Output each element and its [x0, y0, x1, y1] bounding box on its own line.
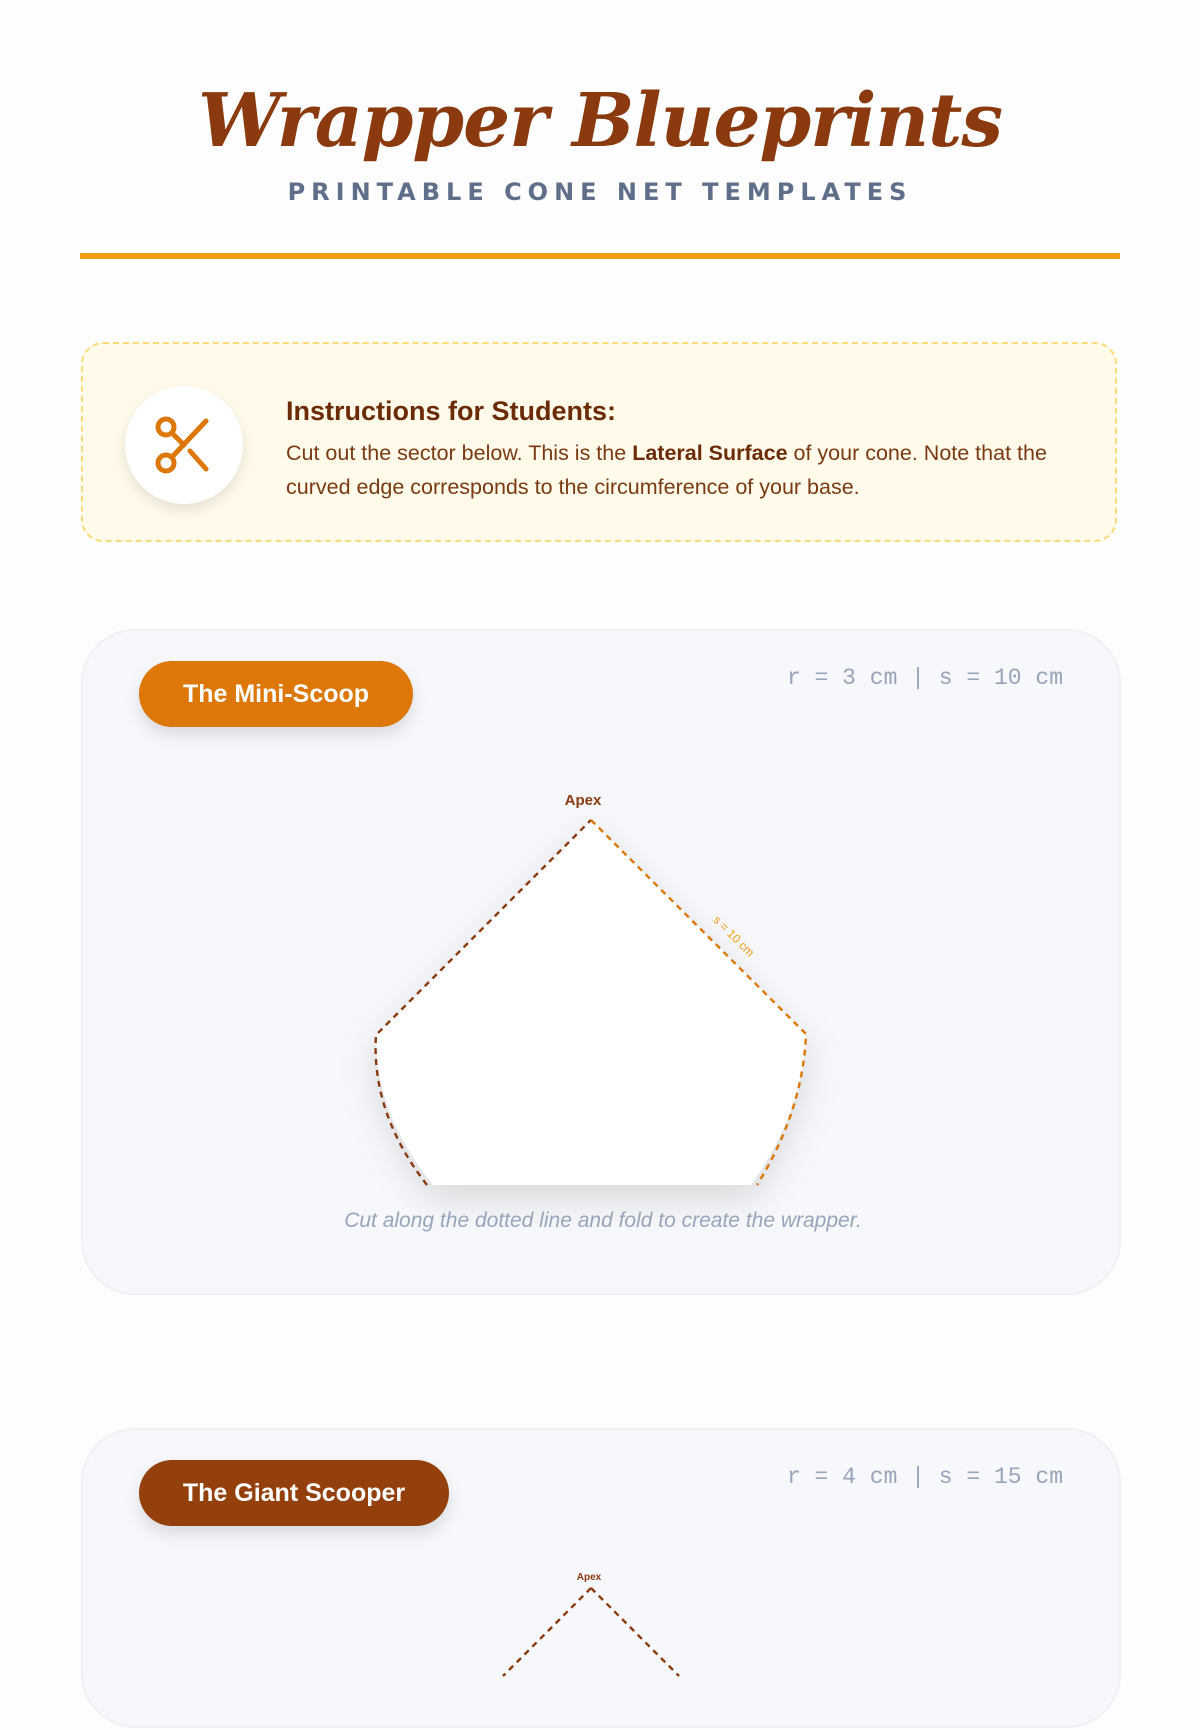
page-subtitle: PRINTABLE CONE NET TEMPLATES [287, 178, 913, 206]
sector-fill [376, 820, 806, 1185]
scissors-badge [125, 386, 243, 504]
apex-label: Apex [576, 1572, 602, 1583]
template-caption: Cut along the dotted line and fold to create the wrapper. [344, 1209, 862, 1232]
template-card-mini-scoop [81, 629, 1121, 1295]
template-dimensions: r = 4 cm | s = 15 cm [786, 1464, 1063, 1490]
slant-label: s = 10 cm [710, 912, 758, 960]
template-name-badge: The Mini-Scoop [139, 661, 413, 727]
scissors-icon [152, 413, 216, 477]
instructions-text [286, 436, 1086, 504]
template-card-giant-scooper [81, 1428, 1121, 1728]
page-title: Wrapper Blueprints [197, 78, 1003, 164]
cut-line [503, 1588, 591, 1676]
instructions-text-part: Cut out the sector below. This is the [286, 441, 633, 465]
cone-net-mini-scoop [83, 631, 1123, 1297]
header-divider [80, 253, 1120, 259]
cone-net-giant-scooper [83, 1430, 1123, 1730]
instructions-text-part: of your cone. Note that the curved edge corresponds to the circumference of your base. [286, 441, 1047, 499]
template-dimensions: r = 3 cm | s = 10 cm [786, 665, 1063, 691]
instructions-box [81, 342, 1117, 542]
apex-label: Apex [564, 792, 602, 809]
instructions-text-bold: Lateral Surface [632, 441, 788, 465]
instructions-heading: Instructions for Students: [286, 396, 616, 426]
template-name-badge: The Giant Scooper [139, 1460, 449, 1526]
slant-edge [591, 1588, 679, 1676]
